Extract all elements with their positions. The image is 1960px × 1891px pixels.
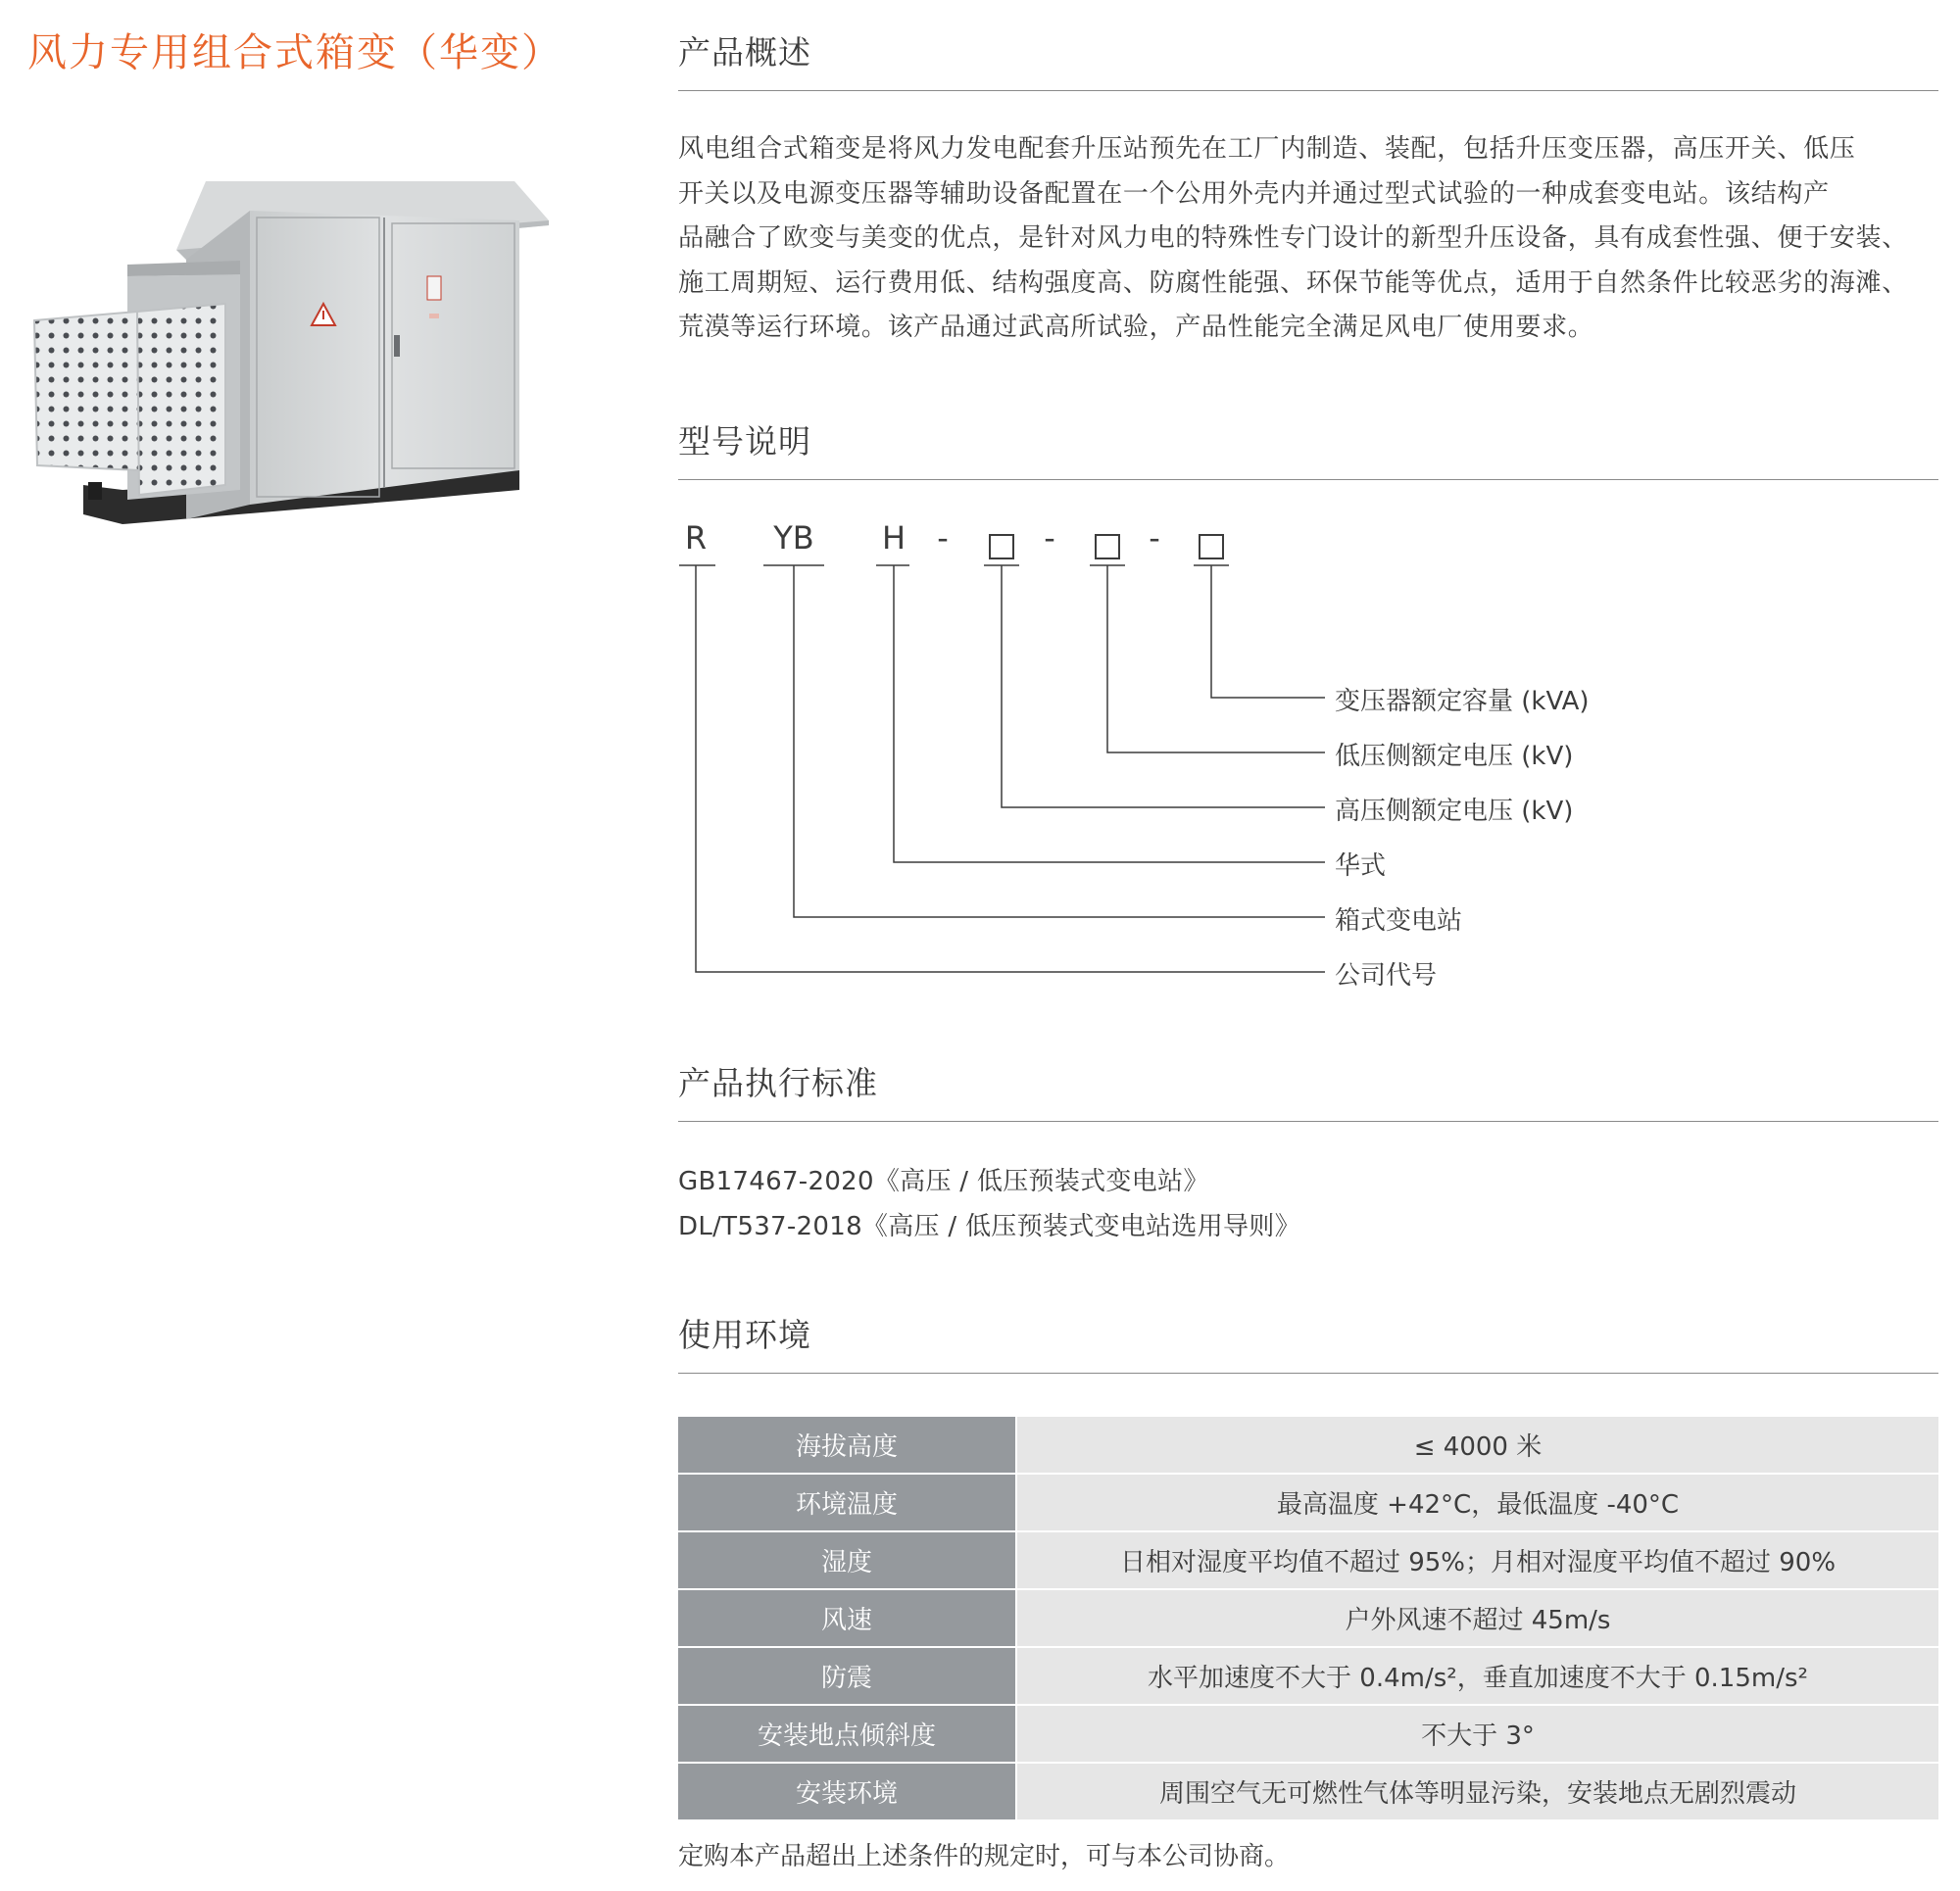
model-code-box	[1199, 530, 1224, 567]
overview-divider	[678, 90, 1938, 91]
overview-line: 风电组合式箱变是将风力发电配套升压站预先在工厂内制造、装配，包括升压变压器，高压开关、低压	[678, 134, 1856, 164]
row-value: ≤ 4000 米	[1016, 1417, 1938, 1474]
model-code-box	[989, 530, 1014, 567]
model-code-h: H	[881, 519, 906, 557]
standards-divider	[678, 1121, 1938, 1122]
row-value: 水平加速度不大于 0.4m/s²，垂直加速度不大于 0.15m/s²	[1016, 1647, 1938, 1705]
environment-divider	[678, 1373, 1938, 1374]
table-row	[678, 1417, 1938, 1474]
model-code-dash: -	[1149, 519, 1160, 557]
row-value: 最高温度 +42°C，最低温度 -40°C	[1016, 1474, 1938, 1531]
model-code-yb: YB	[773, 519, 814, 557]
environment-heading: 使用环境	[678, 1316, 811, 1354]
table-row	[678, 1589, 1938, 1647]
row-key: 环境温度	[678, 1474, 1016, 1531]
table-row	[678, 1763, 1938, 1820]
row-value: 日相对湿度平均值不超过 95%；月相对湿度平均值不超过 90%	[1016, 1531, 1938, 1589]
legend-high-voltage: 高压侧额定电压 (kV)	[1335, 797, 1574, 826]
model-code-dash: -	[1044, 519, 1055, 557]
standards-heading: 产品执行标准	[678, 1064, 878, 1102]
table-row	[678, 1474, 1938, 1531]
legend-company-code: 公司代号	[1335, 961, 1438, 991]
row-value: 周围空气无可燃性气体等明显污染，安装地点无剧烈震动	[1016, 1763, 1938, 1820]
standard-item: GB17467-2020《高压 / 低压预装式变电站》	[678, 1167, 1209, 1196]
model-code-box	[1095, 530, 1120, 567]
table-row	[678, 1531, 1938, 1589]
table-row	[678, 1705, 1938, 1763]
page-title: 风力专用组合式箱变（华变）	[27, 30, 563, 75]
table-row	[678, 1647, 1938, 1705]
overview-line: 开关以及电源变压器等辅助设备配置在一个公用外壳内并通过型式试验的一种成套变电站。该结构产	[678, 178, 1830, 209]
row-key: 安装地点倾斜度	[678, 1705, 1016, 1763]
standard-item: DL/T537-2018《高压 / 低压预装式变电站选用导则》	[678, 1212, 1300, 1241]
row-key: 海拔高度	[678, 1417, 1016, 1474]
model-code-dash: -	[937, 519, 949, 557]
model-divider	[678, 479, 1938, 480]
overview-line: 施工周期短、运行费用低、结构强度高、防腐性能强、环保节能等优点，适用于自然条件比较恶劣的海滩、	[678, 267, 1908, 298]
overview-line: 品融合了欧变与美变的优点，是针对风力电的特殊性专门设计的新型升压设备，具有成套性强、便于安装、	[678, 223, 1908, 253]
row-key: 风速	[678, 1589, 1016, 1647]
product-image	[29, 167, 554, 544]
model-heading: 型号说明	[678, 422, 811, 461]
footnote: 定购本产品超出上述条件的规定时，可与本公司协商。	[678, 1842, 1291, 1871]
overview-line: 荒漠等运行环境。该产品通过武高所试验，产品性能完全满足风电厂使用要求。	[678, 313, 1594, 342]
row-key: 湿度	[678, 1531, 1016, 1589]
model-code-r: R	[684, 519, 708, 557]
overview-text	[678, 127, 1942, 351]
legend-capacity: 变压器额定容量 (kVA)	[1335, 687, 1590, 716]
row-key: 安装环境	[678, 1763, 1016, 1820]
row-value: 不大于 3°	[1016, 1705, 1938, 1763]
environment-table	[678, 1417, 1938, 1821]
row-key: 防震	[678, 1647, 1016, 1705]
overview-heading: 产品概述	[678, 33, 811, 72]
legend-type: 华式	[1335, 851, 1387, 881]
row-value: 户外风速不超过 45m/s	[1016, 1589, 1938, 1647]
legend-substation: 箱式变电站	[1335, 906, 1463, 936]
legend-low-voltage: 低压侧额定电压 (kV)	[1335, 742, 1574, 771]
